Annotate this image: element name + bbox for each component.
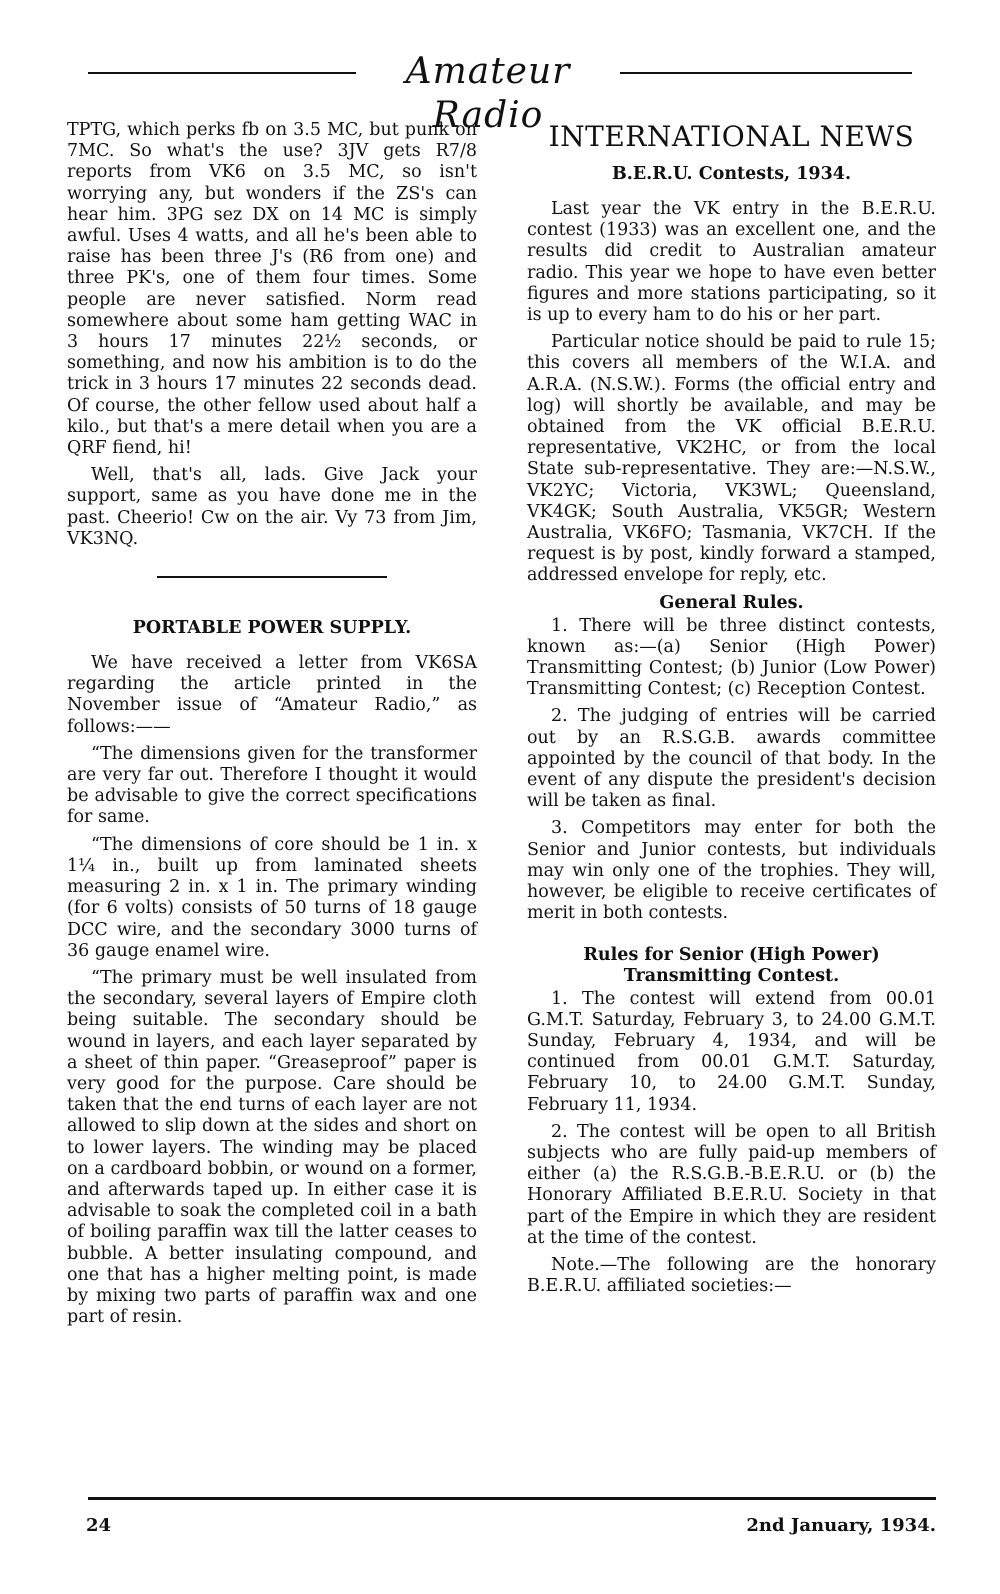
senior-rules-heading: Rules for Senior (High Power) Transmitting Contest. bbox=[583, 944, 880, 986]
paragraph: We have received a letter from VK6SA regarding the article printed in the November issue of “Amateur Radio,” as follows:—— bbox=[67, 653, 477, 737]
general-rules-heading: General Rules. bbox=[659, 592, 804, 613]
left-column bbox=[67, 120, 477, 1334]
masthead-title: Amateur Radio bbox=[405, 51, 571, 136]
rule-item: 1. The contest will extend from 00.01 G.M.T. Saturday, February 3, to 24.00 G.M.T. Sunday, February 4, 1934, and will be continued from 00.01 G.M.T. Saturday, February 10, to 24.00 G.M.T. Sunday, February 11, 1934. bbox=[527, 988, 936, 1115]
right-column bbox=[527, 120, 936, 1303]
section-divider bbox=[157, 576, 387, 578]
rule-item: 3. Competitors may enter for both the Senior and Junior contests, but individuals may win only one of the trophies. They will, however, be eligible to receive certificates of merit in both contests. bbox=[527, 818, 936, 924]
beru-contests-heading: B.E.R.U. Contests, 1934. bbox=[611, 164, 852, 184]
paragraph: Last year the VK entry in the B.E.R.U. contest (1933) was an excellent one, and the results did credit to Australian amateur radio. This year we hope to have even better figures and more stations participating, so it is up to every ham to do his or her part. bbox=[527, 199, 936, 326]
portable-power-heading: PORTABLE POWER SUPPLY. bbox=[132, 618, 412, 639]
paragraph: TPTG, which perks fb on 3.5 MC, but punk on 7MC. So what's the use? 3JV gets R7/8 reports from VK6 on 3.5 MC, so isn't worrying any, but wonders if the ZS's can hear him. 3PG sez DX on 14 MC is simply awful. Uses 4 watts, and all he's been able to raise has been three J's (R6 from one) and three PK's, one of them four times. Some people are never satisfied. Norm read somewhere about some ham getting WAC in 3 hours 17 minutes 22½ seconds, or something, and now his ambition is to do the trick in 3 hours 17 minutes 22 seconds dead. Of course, the other fellow used about half a kilo., but that's a mere detail when you are a QRF fiend, hi! bbox=[67, 120, 477, 459]
paragraph: Well, that's all, lads. Give Jack your support, same as you have done me in the past. Cheerio! Cw on the air. Vy 73 from Jim, VK3NQ. bbox=[67, 465, 477, 549]
issue-date: 2nd January, 1934. bbox=[746, 1515, 936, 1536]
rule-item: 2. The judging of entries will be carried out by an R.S.G.B. awards committee appointed by the council of that body. In the event of any dispute the president's decision will be taken as final. bbox=[527, 706, 936, 812]
paragraph: “The dimensions given for the transformer are very far out. Therefore I thought it would be advisable to give the correct specifications for same. bbox=[67, 743, 477, 828]
footer-rule bbox=[88, 1497, 936, 1500]
paragraph: “The dimensions of core should be 1 in. x 1¼ in., built up from laminated sheets measuring 2 in. x 1 in. The primary winding (for 6 volts) consists of 50 turns of 18 gauge DCC wire, and the secondary 3000 turns of 36 gauge enamel wire. bbox=[67, 834, 477, 961]
masthead bbox=[88, 50, 912, 136]
rule-item: 2. The contest will be open to all British subjects who are fully paid-up members of either (a) the R.S.G.B.-B.E.R.U. or (b) the Honorary Affiliated B.E.R.U. Society in that part of the Empire in which they are resident at the time of the contest. bbox=[527, 1121, 936, 1248]
international-news-title: INTERNATIONAL NEWS bbox=[548, 120, 915, 153]
paragraph: Particular notice should be paid to rule 15; this covers all members of the W.I.A. and A.R.A. (N.S.W.). Forms (the official entry and log) will shortly be available, and may be obtained from the VK official B.E.R.U. representative, VK2HC, or from the local State sub-representative. They are:—N.S.W., VK2YC; Victoria, VK3WL; Queensland, VK4GK; South Australia, VK5GR; Western Australia, VK6FO; Tasmania, VK7CH. If the request is by post, kindly forward a stamped, addressed envelope for reply, etc. bbox=[527, 332, 936, 586]
rule-item: 1. There will be three distinct contests, known as:—(a) Senior (High Power) Transmitting Contest; (b) Junior (Low Power) Transmitting Contest; (c) Reception Contest. bbox=[527, 615, 936, 700]
rule-item: Note.—The following are the honorary B.E.R.U. affiliated societies:— bbox=[527, 1254, 936, 1297]
page-number: 24 bbox=[86, 1515, 112, 1536]
paragraph: “The primary must be well insulated from the secondary, several layers of Empire cloth being suitable. The secondary should be wound in layers, and each layer separated by a sheet of thin paper. “Greaseproof” paper is very good for the purpose. Care should be taken that the end turns of each layer are not allowed to slip down at the sides and short on to lower layers. The winding may be placed on a cardboard bobbin, or wound on a former, and afterwards taped up. In either case it is advisable to soak the completed coil in a bath of boiling paraffin wax till the latter ceases to bubble. A better insulating compound, and one that has a higher melting point, is made by mixing two parts of paraffin wax and one part of resin. bbox=[67, 967, 477, 1328]
masthead-rule-right bbox=[620, 72, 912, 74]
masthead-rule-left bbox=[88, 72, 356, 74]
